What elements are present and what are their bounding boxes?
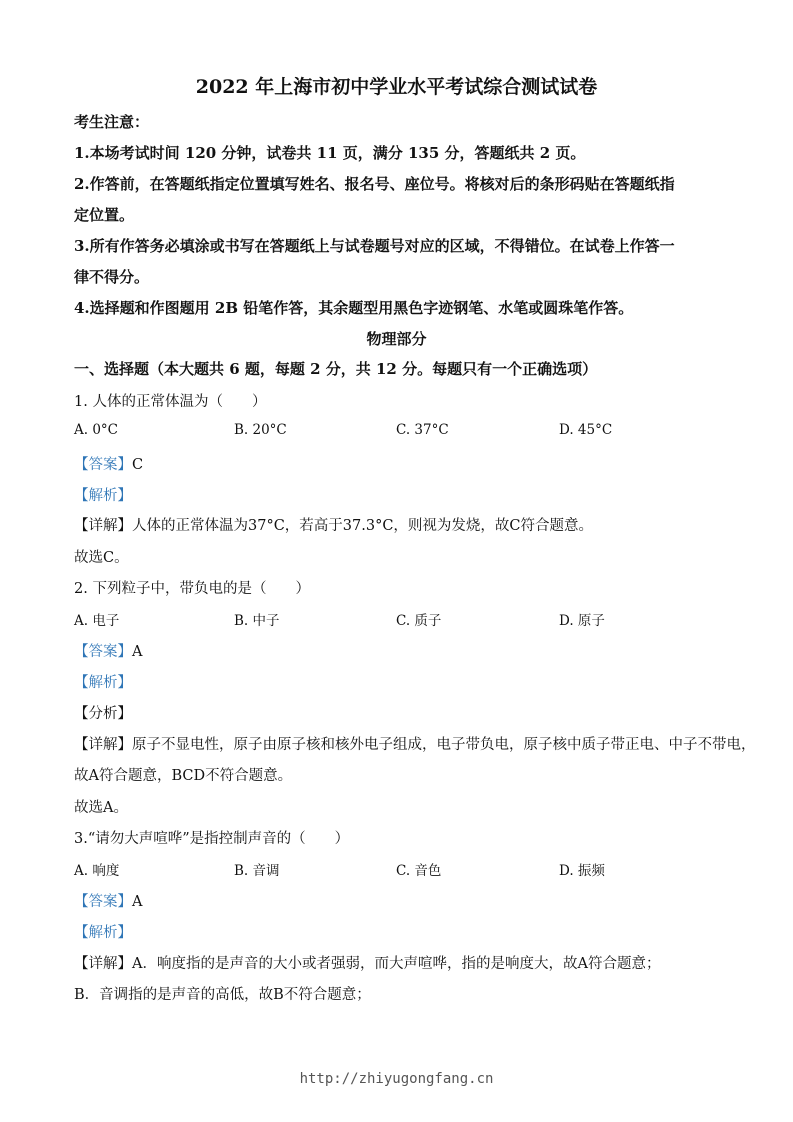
q2-detail [74, 733, 756, 754]
q3-detail [74, 952, 724, 973]
q3-option-b: B. 音调 [234, 863, 280, 879]
page-title: 2022 年上海市初中学业水平考试综合测试试卷 [195, 76, 598, 98]
notice-item-2-cont: 定位置。 [74, 206, 135, 224]
q2-choice: 故选A。 [74, 800, 128, 816]
q3-option-c: C. 音色 [396, 863, 442, 879]
detail-label: 【详解】 [74, 956, 132, 972]
q2-fenxi-label: 【分析】 [74, 706, 132, 722]
q3-stem: 3.“请勿大声喧哗”是指控制声音的（ ） [74, 831, 350, 847]
footer-url: http://zhiyugongfang.cn [299, 1071, 494, 1087]
q2-detail-text: 原子不显电性，原子由原子核和核外电子组成，电子带负电，原子核中质子带正电、中子不带电， [132, 737, 756, 753]
notice-item-1: 1.本场考试时间 120 分钟，试卷共 11 页，满分 135 分，答题纸共 2 页。 [74, 144, 586, 162]
answer-label: 【答案】 [74, 894, 132, 910]
q3-analysis-label: 【解析】 [74, 925, 132, 941]
q3-option-a: A. 响度 [74, 863, 120, 879]
q2-stem: 2. 下列粒子中，带负电的是（ ） [74, 581, 310, 597]
q2-option-d: D. 原子 [559, 613, 605, 629]
detail-label: 【详解】 [74, 518, 132, 534]
q1-analysis-label: 【解析】 [74, 488, 132, 504]
q1-option-d: D. 45°C [559, 422, 613, 438]
q1-option-a: A. 0°C [74, 422, 119, 438]
q1-option-c: C. 37°C [396, 422, 449, 438]
answer-label: 【答案】 [74, 644, 132, 660]
notice-item-2: 2.作答前，在答题纸指定位置填写姓名、报名号、座位号。将核对后的条形码贴在答题纸指 [74, 175, 675, 193]
answer-label: 【答案】 [74, 457, 132, 473]
q1-option-b: B. 20°C [234, 422, 287, 438]
q3-option-d: D. 振频 [559, 863, 605, 879]
q1-detail-text: 人体的正常体温为37°C，若高于37.3°C，则视为发烧，故C符合题意。 [132, 518, 594, 534]
q2-option-b: B. 中子 [234, 613, 280, 629]
q3-answer [74, 890, 724, 911]
q3-detail-text: A．响度指的是声音的大小或者强弱，而大声喧哗，指的是响度大，故A符合题意； [132, 956, 661, 972]
q1-answer [74, 453, 724, 474]
notice-heading: 考生注意： [74, 113, 150, 131]
notice-item-3: 3.所有作答务必填涂或书写在答题纸上与试卷题号对应的区域，不得错位。在试卷上作答一 [74, 237, 675, 255]
notice-item-4: 4.选择题和作图题用 2B 铅笔作答，其余题型用黑色字迹钢笔、水笔或圆珠笔作答。 [74, 299, 634, 317]
q2-option-a: A. 电子 [74, 613, 120, 629]
part-title: 一、选择题（本大题共 6 题，每题 2 分，共 12 分。每题只有一个正确选项） [74, 360, 598, 378]
q3-detail-cont: B．音调指的是声音的高低，故B不符合题意； [74, 987, 371, 1003]
q1-detail [74, 514, 724, 535]
q1-stem: 1. 人体的正常体温为（ ） [74, 394, 267, 410]
q1-answer-value: C [132, 457, 144, 473]
q1-choice: 故选C。 [74, 550, 129, 566]
notice-item-3-cont: 律不得分。 [74, 268, 150, 286]
q2-detail-cont: 故A符合题意，BCD不符合题意。 [74, 768, 293, 784]
q3-answer-value: A [132, 894, 143, 910]
q2-answer [74, 640, 724, 661]
section-title: 物理部分 [366, 330, 427, 348]
q2-answer-value: A [132, 644, 143, 660]
q2-option-c: C. 质子 [396, 613, 442, 629]
q2-analysis-label: 【解析】 [74, 675, 132, 691]
detail-label: 【详解】 [74, 737, 132, 753]
